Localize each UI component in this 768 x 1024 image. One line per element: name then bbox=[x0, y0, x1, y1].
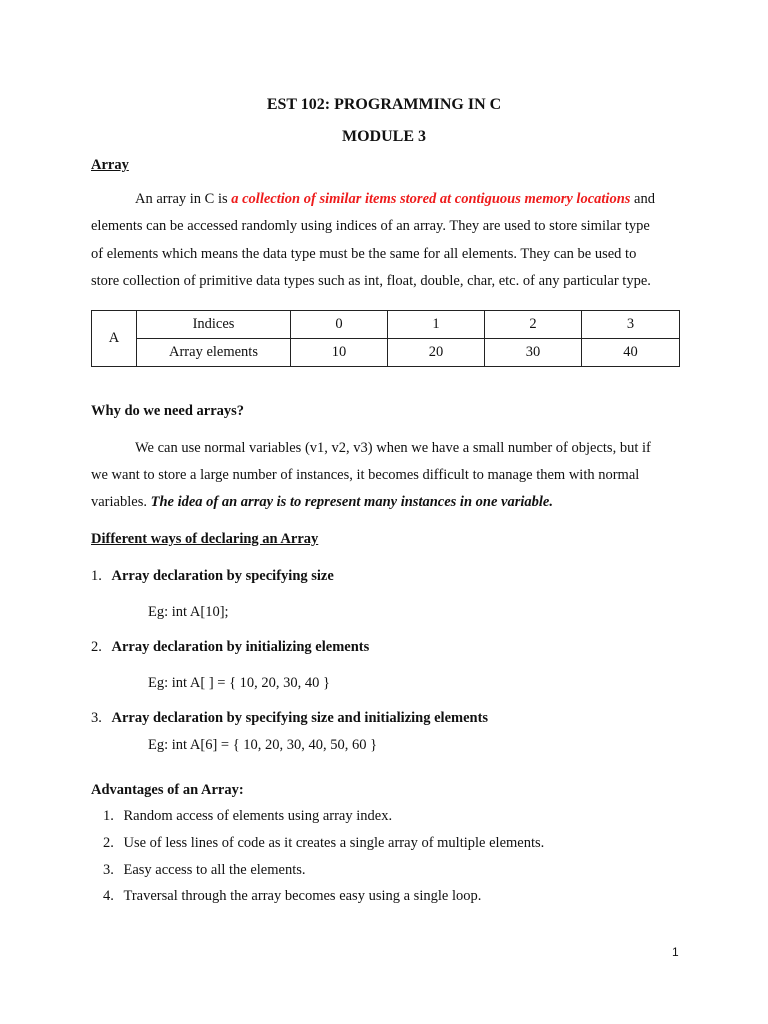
list-number: 1. bbox=[91, 568, 102, 584]
list-item bbox=[91, 710, 488, 727]
element-cell: 20 bbox=[388, 339, 485, 367]
list-item-title: Array declaration by initializing elements bbox=[111, 639, 370, 655]
array-table bbox=[91, 310, 680, 367]
list-number: 3. bbox=[103, 862, 114, 878]
list-item-text: Easy access to all the elements. bbox=[123, 862, 306, 878]
indices-label-cell: Indices bbox=[137, 311, 291, 339]
array-definition-highlight: a collection of similar items stored at contiguous memory locations bbox=[231, 191, 631, 207]
advantages-heading: Advantages of an Array: bbox=[91, 782, 244, 798]
why-line2: we want to store a large number of instances, it becomes difficult to manage them with normal bbox=[91, 467, 640, 483]
example-code: Eg: int A[6] = { 10, 20, 30, 40, 50, 60 } bbox=[148, 737, 378, 753]
why-key-idea: The idea of an array is to represent many instances in one variable. bbox=[150, 494, 553, 510]
array-intro-tail: and bbox=[630, 191, 655, 207]
why-line1: We can use normal variables (v1, v2, v3) when we have a small number of objects, but if bbox=[135, 440, 651, 456]
list-number: 2. bbox=[103, 835, 114, 851]
table-row bbox=[92, 339, 680, 367]
element-cell: 30 bbox=[485, 339, 582, 367]
list-item bbox=[103, 835, 544, 852]
list-item-text: Use of less lines of code as it creates a single array of multiple elements. bbox=[123, 835, 545, 851]
list-item bbox=[91, 639, 369, 656]
list-number: 2. bbox=[91, 639, 102, 655]
array-paragraph-line4: store collection of primitive data types such as int, float, double, char, etc. of any particular type. bbox=[91, 273, 651, 289]
element-cell: 40 bbox=[582, 339, 680, 367]
element-cell: 10 bbox=[291, 339, 388, 367]
array-paragraph-line3: of elements which means the data type must be the same for all elements. They can be used to bbox=[91, 246, 637, 262]
list-item bbox=[103, 888, 481, 905]
array-name-cell: A bbox=[92, 311, 137, 367]
list-number: 3. bbox=[91, 710, 102, 726]
list-item-text: Random access of elements using array index. bbox=[123, 808, 393, 824]
elements-label-cell: Array elements bbox=[137, 339, 291, 367]
ways-heading: Different ways of declaring an Array bbox=[91, 531, 319, 547]
list-number: 1. bbox=[103, 808, 114, 824]
list-item bbox=[91, 568, 334, 585]
list-item bbox=[103, 808, 392, 825]
module-title: MODULE 3 bbox=[342, 128, 426, 145]
array-paragraph-line2: elements can be accessed randomly using indices of an array. They are used to store similar type bbox=[91, 218, 650, 234]
list-number: 4. bbox=[103, 888, 114, 904]
example-code: Eg: int A[10]; bbox=[148, 604, 229, 620]
index-cell: 1 bbox=[388, 311, 485, 339]
array-paragraph-line1 bbox=[135, 191, 655, 208]
course-title: EST 102: PROGRAMMING IN C bbox=[266, 96, 502, 113]
example-code: Eg: int A[ ] = { 10, 20, 30, 40 } bbox=[148, 675, 330, 691]
array-heading: Array bbox=[91, 157, 129, 173]
list-item-text: Traversal through the array becomes easy using a single loop. bbox=[123, 888, 482, 904]
why-line3-text: variables. bbox=[91, 494, 151, 510]
why-line3 bbox=[91, 494, 553, 511]
array-intro-text: An array in C is bbox=[135, 191, 232, 207]
page-number: 1 bbox=[672, 945, 679, 959]
list-item bbox=[103, 862, 306, 879]
list-item-title: Array declaration by specifying size bbox=[111, 568, 334, 584]
table-row bbox=[92, 311, 680, 339]
list-item-title: Array declaration by specifying size and initializing elements bbox=[111, 710, 489, 726]
index-cell: 0 bbox=[291, 311, 388, 339]
index-cell: 3 bbox=[582, 311, 680, 339]
why-heading: Why do we need arrays? bbox=[91, 403, 245, 419]
index-cell: 2 bbox=[485, 311, 582, 339]
